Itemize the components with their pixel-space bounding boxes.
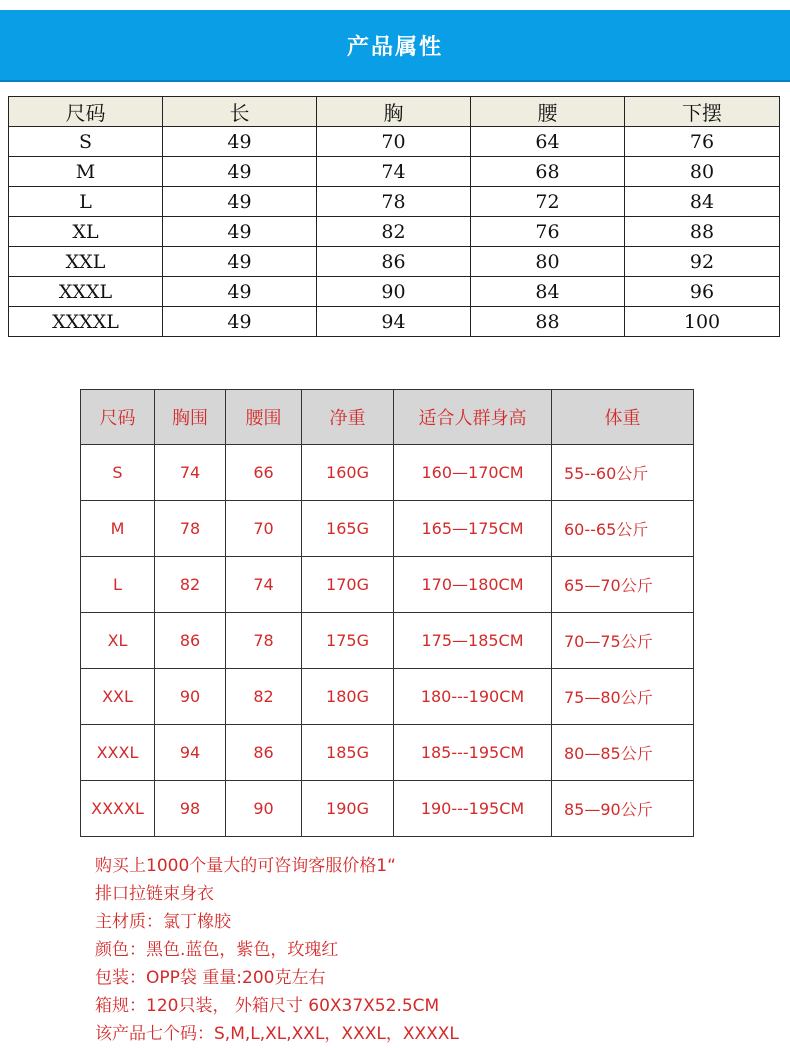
header-cell: 尺码 [9,97,163,127]
size-cell: XL [81,613,155,669]
table-row [81,781,694,837]
header-cell: 适合人群身高 [394,390,552,445]
hem-cell: 100 [625,307,780,337]
size-cell: M [9,157,163,187]
product-notes [95,852,459,1048]
header-cell: 体重 [552,390,694,445]
header-cell: 腰围 [226,390,302,445]
table-row [9,247,780,277]
waist-cell: 86 [226,725,302,781]
waist-cell: 88 [471,307,625,337]
waist-cell: 74 [226,557,302,613]
chest-cell: 94 [155,725,226,781]
body-weight-cell: 70—75公斤 [552,613,694,669]
waist-cell: 78 [226,613,302,669]
header-banner [0,10,790,82]
note-line: 颜色：黑色.蓝色，紫色，玫瑰红 [95,940,339,960]
hem-cell: 84 [625,187,780,217]
height-cell: 180---190CM [394,669,552,725]
waist-cell: 70 [226,501,302,557]
weight-cell: 185G [302,725,394,781]
table-row [9,217,780,247]
length-cell: 49 [163,277,317,307]
header-cell: 胸围 [155,390,226,445]
size-cell: L [81,557,155,613]
size-cell: XXXL [81,725,155,781]
waist-cell: 76 [471,217,625,247]
size-cell: XXL [81,669,155,725]
body-weight-cell: 55--60公斤 [552,445,694,501]
length-cell: 49 [163,307,317,337]
table-row [81,669,694,725]
header-cell: 长 [163,97,317,127]
chest-cell: 74 [155,445,226,501]
table-row [9,187,780,217]
note-line: 该产品七个码：S,M,L,XL,XXL，XXXL，XXXXL [95,1024,459,1044]
height-cell: 175—185CM [394,613,552,669]
body-weight-cell: 80—85公斤 [552,725,694,781]
table-header-row [9,97,780,127]
chest-cell: 82 [317,217,471,247]
header-cell: 尺码 [81,390,155,445]
waist-cell: 80 [471,247,625,277]
length-cell: 49 [163,157,317,187]
waist-cell: 64 [471,127,625,157]
fit-table [80,389,694,837]
size-cell: XXXXL [9,307,163,337]
weight-cell: 180G [302,669,394,725]
chest-cell: 86 [155,613,226,669]
waist-cell: 66 [226,445,302,501]
waist-cell: 84 [471,277,625,307]
chest-cell: 78 [155,501,226,557]
body-weight-cell: 60--65公斤 [552,501,694,557]
header-cell: 下摆 [625,97,780,127]
waist-cell: 90 [226,781,302,837]
note-line: 箱规：120只装， 外箱尺寸 60X37X52.5CM [95,996,440,1016]
table-row [81,725,694,781]
size-cell: L [9,187,163,217]
table-row [81,613,694,669]
table-header-row [81,390,694,445]
size-cell: XXXXL [81,781,155,837]
weight-cell: 160G [302,445,394,501]
length-cell: 49 [163,187,317,217]
length-cell: 49 [163,247,317,277]
note-line: 排口拉链束身衣 [95,884,214,904]
height-cell: 190---195CM [394,781,552,837]
note-line: 购买上1000个量大的可咨询客服价格1“ [95,856,396,876]
height-cell: 160—170CM [394,445,552,501]
header-cell: 胸 [317,97,471,127]
size-cell: M [81,501,155,557]
hem-cell: 80 [625,157,780,187]
chest-cell: 94 [317,307,471,337]
header-cell: 腰 [471,97,625,127]
chest-cell: 78 [317,187,471,217]
chest-cell: 70 [317,127,471,157]
chest-cell: 90 [155,669,226,725]
table-row [9,127,780,157]
table-row [9,307,780,337]
table-row [81,557,694,613]
page-title: 产品属性 [346,34,443,60]
note-line: 包装：OPP袋 重量:200克左右 [95,968,326,988]
table-row [81,445,694,501]
waist-cell: 68 [471,157,625,187]
length-cell: 49 [163,217,317,247]
height-cell: 170—180CM [394,557,552,613]
weight-cell: 190G [302,781,394,837]
size-cell: XL [9,217,163,247]
hem-cell: 88 [625,217,780,247]
hem-cell: 96 [625,277,780,307]
table-row [81,501,694,557]
size-cell: S [9,127,163,157]
note-line: 主材质：氯丁橡胶 [95,912,231,932]
table-row [9,157,780,187]
waist-cell: 82 [226,669,302,725]
waist-cell: 72 [471,187,625,217]
chest-cell: 90 [317,277,471,307]
table-row [9,277,780,307]
chest-cell: 86 [317,247,471,277]
header-cell: 净重 [302,390,394,445]
body-weight-cell: 75—80公斤 [552,669,694,725]
weight-cell: 175G [302,613,394,669]
weight-cell: 165G [302,501,394,557]
chest-cell: 74 [317,157,471,187]
size-cell: S [81,445,155,501]
size-cell: XXXL [9,277,163,307]
weight-cell: 170G [302,557,394,613]
size-table [8,96,780,337]
body-weight-cell: 65—70公斤 [552,557,694,613]
size-cell: XXL [9,247,163,277]
height-cell: 165—175CM [394,501,552,557]
body-weight-cell: 85—90公斤 [552,781,694,837]
hem-cell: 92 [625,247,780,277]
hem-cell: 76 [625,127,780,157]
length-cell: 49 [163,127,317,157]
chest-cell: 98 [155,781,226,837]
height-cell: 185---195CM [394,725,552,781]
chest-cell: 82 [155,557,226,613]
